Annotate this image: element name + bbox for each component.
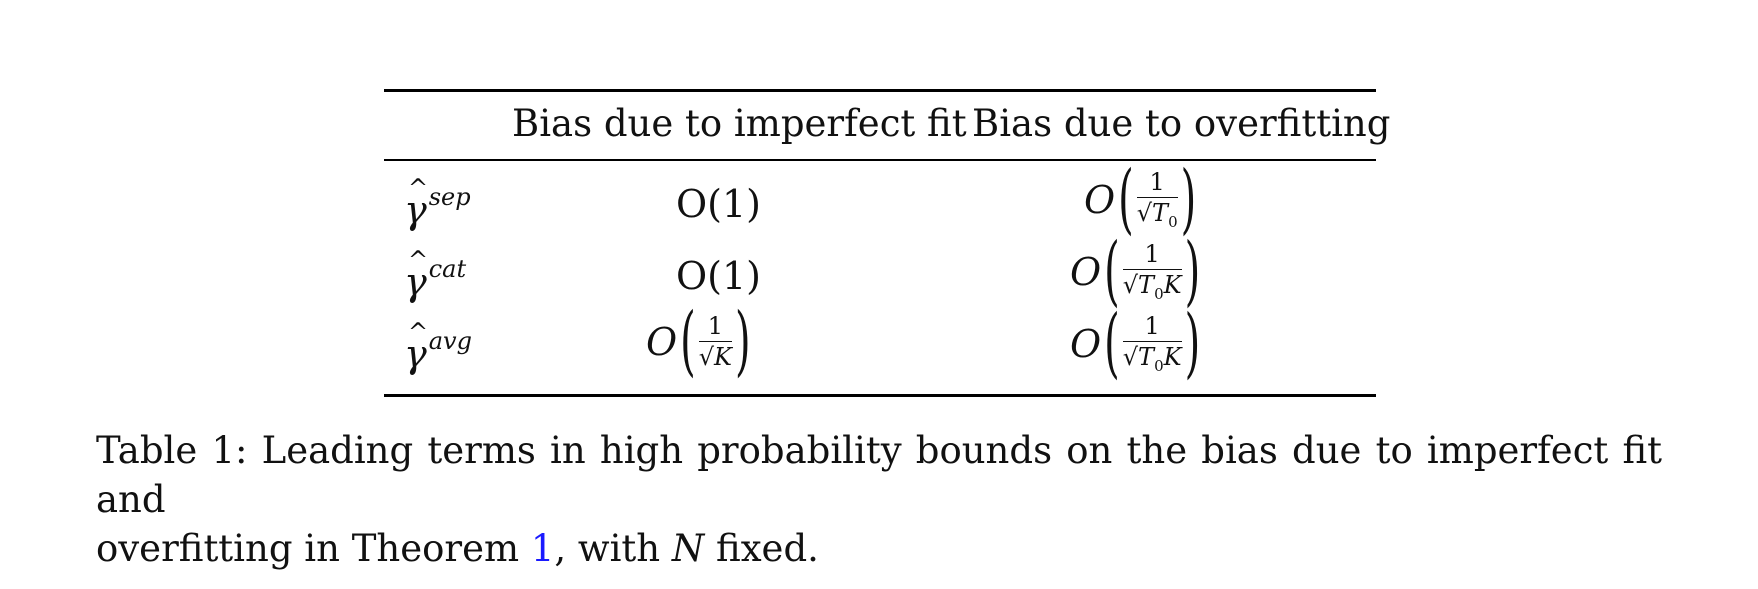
- table-mid-rule: [384, 159, 1376, 161]
- cell-sep-imperfect-fit: O(1): [676, 182, 761, 226]
- cell-avg-overfitting: O ( $\frac{1}{√T_0K}$ ): [1070, 300, 1201, 388]
- caption-line-2: overfitting in Theorem 1, with N fixed.: [96, 527, 819, 570]
- cell-avg-imperfect-fit: O ( $\frac{1}{√K}$ ): [646, 297, 751, 386]
- header-overfitting: Bias due to overfitting: [972, 102, 1391, 145]
- row-label-sep: ^ $\gamma^{sep}$: [404, 183, 471, 232]
- table-caption: [96, 426, 1662, 573]
- cell-sep-overfitting: O ( $\frac{1}{√T_0}$ ): [1084, 156, 1197, 244]
- table-bottom-rule: [384, 394, 1376, 397]
- caption-line-1: Table 1: Leading terms in high probability bounds on the bias due to imperfect fit and: [96, 429, 1662, 521]
- cell-cat-imperfect-fit: O(1): [676, 254, 761, 298]
- header-imperfect-fit: Bias due to imperfect fit: [512, 102, 967, 145]
- theorem-reference-link[interactable]: 1: [530, 527, 555, 570]
- row-label-avg: ^ $\gamma^{avg}$: [404, 327, 472, 376]
- row-label-cat: ^ $\gamma^{cat}$: [404, 255, 466, 304]
- table-top-rule: [384, 89, 1376, 92]
- cell-cat-overfitting: O ( $\frac{1}{√T_0K}$ ): [1070, 228, 1201, 316]
